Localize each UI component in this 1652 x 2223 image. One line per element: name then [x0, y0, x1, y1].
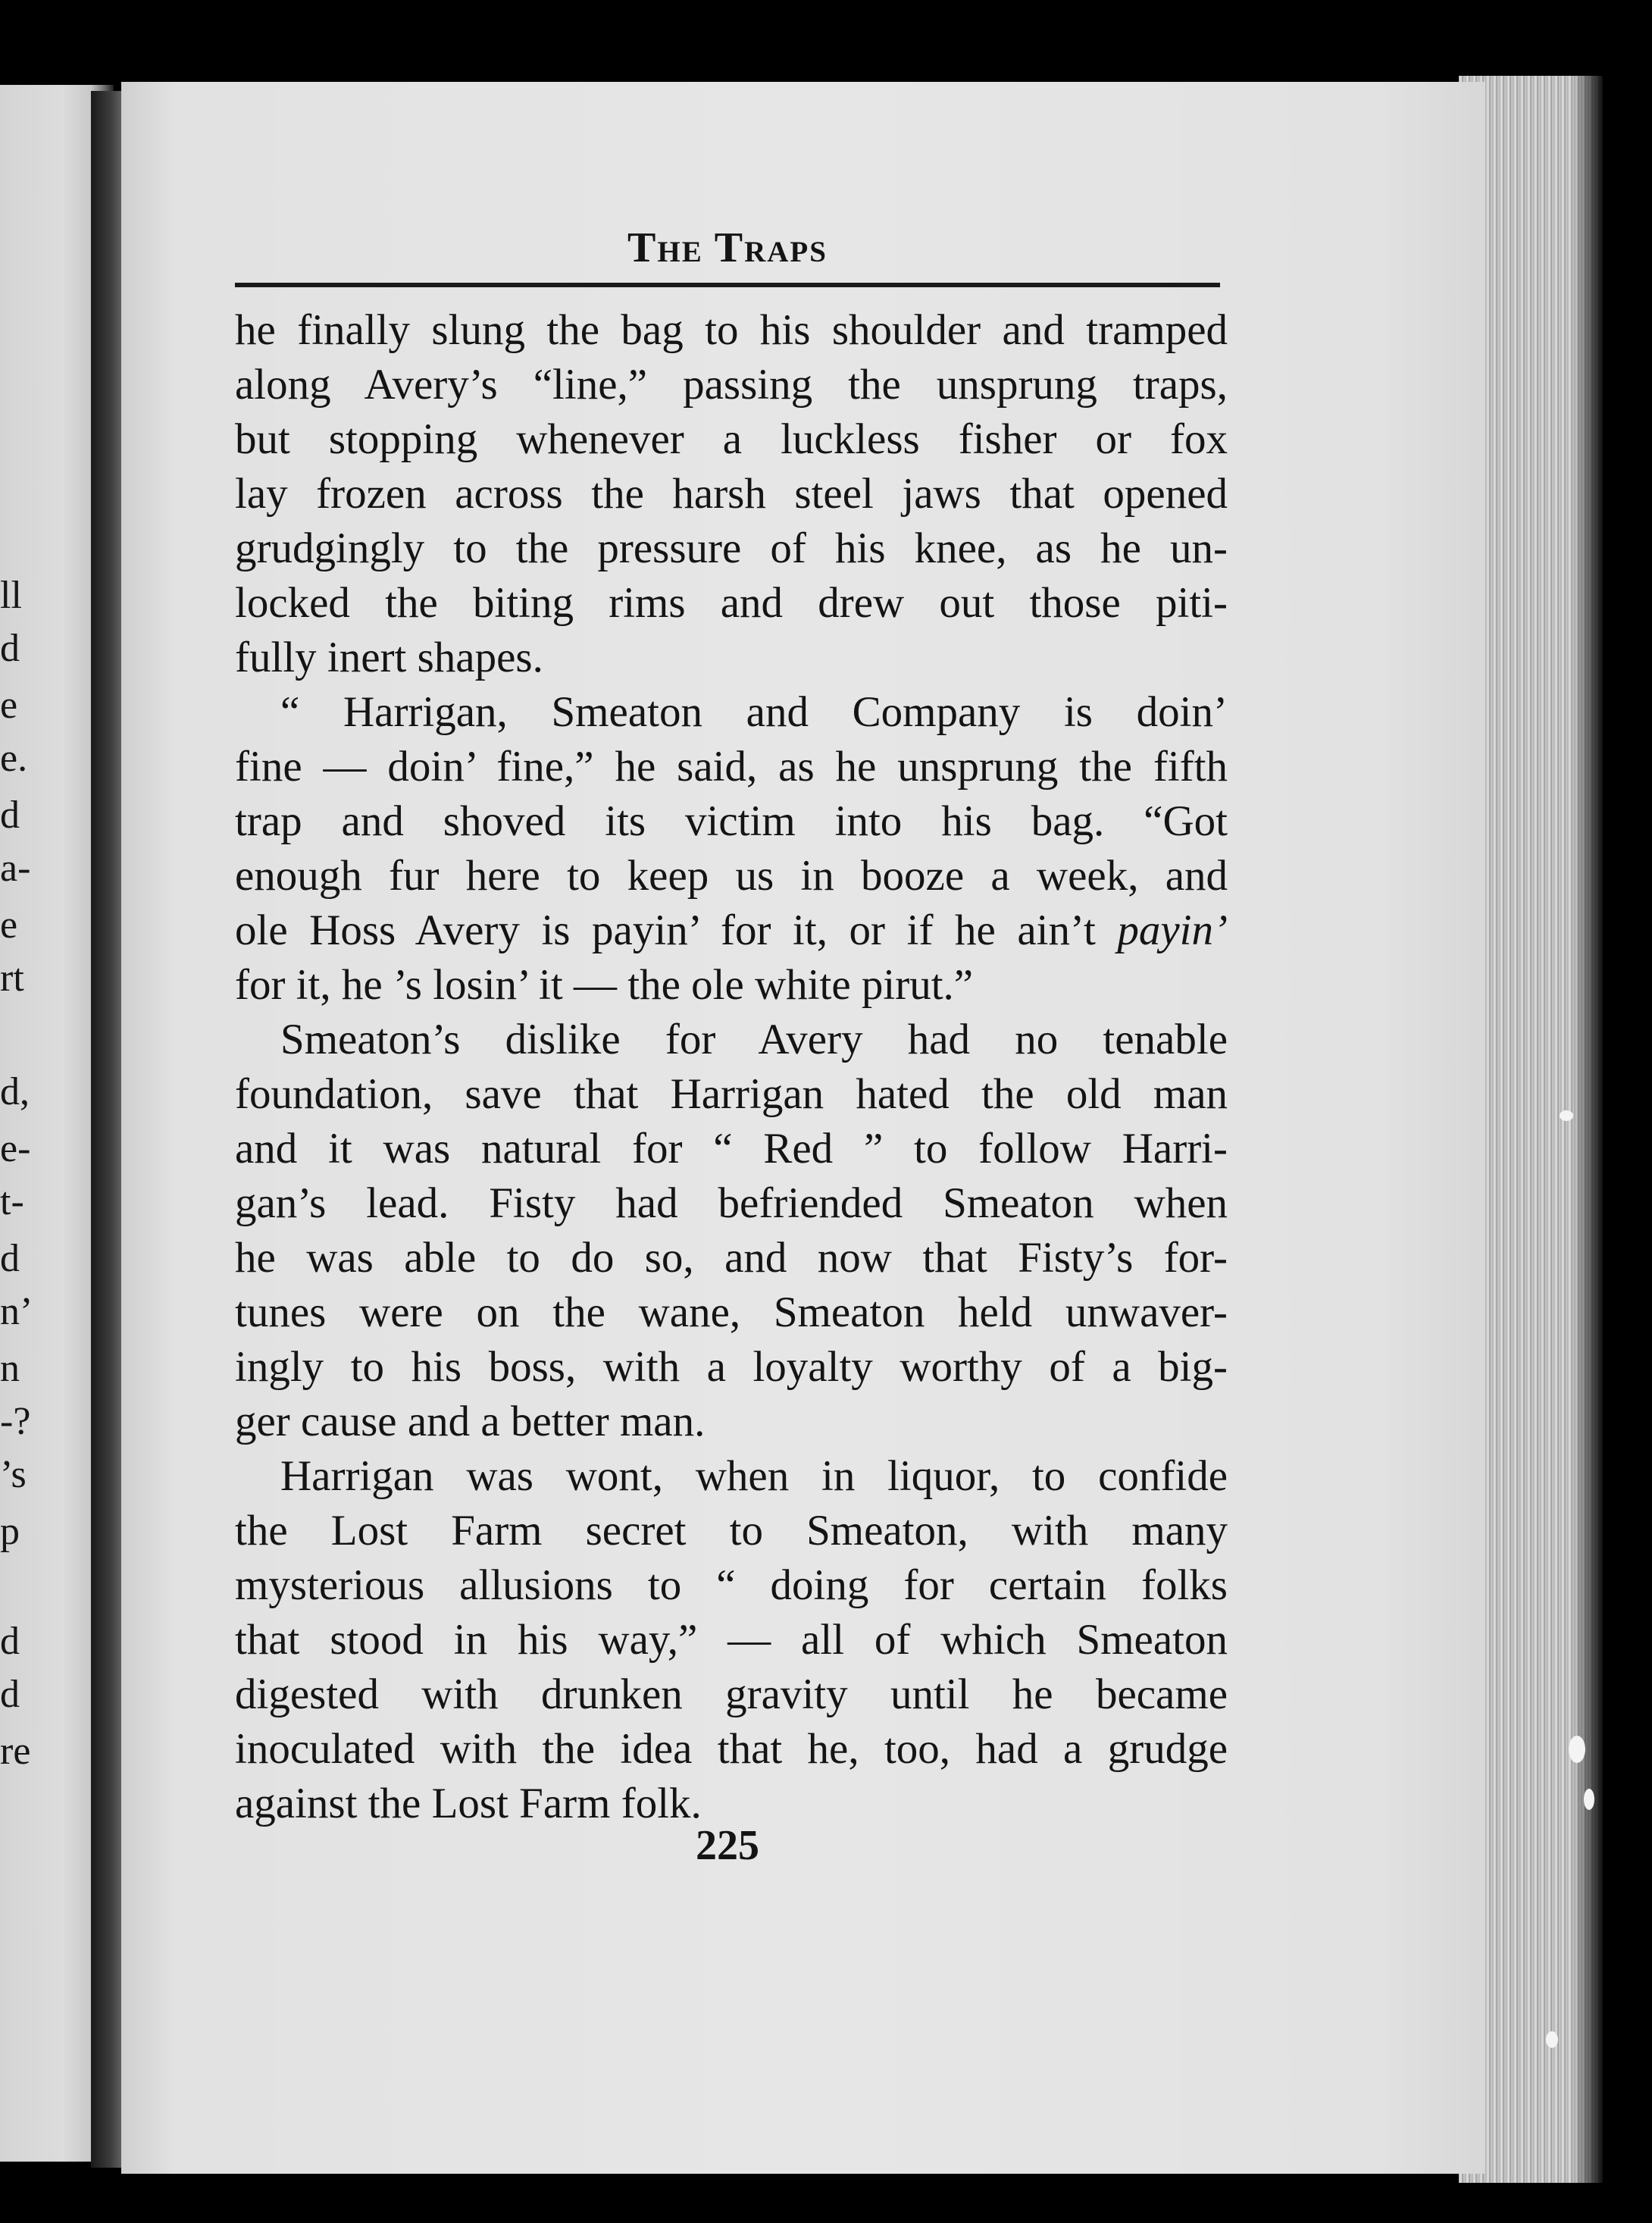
previous-page-fragment: ll [0, 574, 22, 617]
text-line [235, 740, 1228, 794]
text-line [235, 1340, 1228, 1395]
text-line-content: ger cause and a better man. [235, 1398, 706, 1445]
text-line [235, 958, 1228, 1013]
text-line [235, 358, 1228, 412]
scan-speck [1584, 1789, 1594, 1810]
text-line [235, 1231, 1228, 1285]
text-line [235, 1067, 1228, 1122]
text-line-content: ingly to his boss, with a loyalty worthy of a big- [235, 1343, 1228, 1391]
text-line-content: enough fur here to keep us in booze a week, and [235, 852, 1228, 900]
text-line-content: along Avery’s “line,” passing the unsprung traps, [235, 361, 1228, 409]
text-line-content: he was able to do so, and now that Fisty’s for- [235, 1234, 1228, 1282]
text-line-content: fully inert shapes. [235, 634, 543, 681]
previous-page-fragment: n [0, 1347, 20, 1390]
text-line-content: trap and shoved its victim into his bag. “Got [235, 797, 1228, 845]
text-line [235, 631, 1228, 685]
previous-page-fragment: a- [0, 847, 31, 890]
text-line [235, 1613, 1228, 1667]
previous-page-fragment: d [0, 1237, 20, 1280]
text-line-content: mysterious allusions to “ doing for certain folks [235, 1561, 1228, 1609]
previous-page-fragment: -? [0, 1400, 31, 1443]
text-line [235, 1285, 1228, 1340]
text-line [235, 1013, 1228, 1067]
running-head-rule [235, 283, 1220, 287]
text-line [235, 1176, 1228, 1231]
text-line-content: that stood in his way,” — all of which Smeaton [235, 1616, 1228, 1664]
text-line-content: Smeaton’s dislike for Avery had no tenable [280, 1016, 1228, 1063]
text-line [235, 303, 1228, 358]
text-line [235, 1558, 1228, 1613]
previous-page-fragment: e [0, 903, 18, 947]
previous-page-fragment: d [0, 794, 20, 837]
text-line-content: but stopping whenever a luckless fisher or fox [235, 415, 1228, 463]
previous-page-fragment: re [0, 1730, 31, 1773]
page-number: 225 [696, 1822, 759, 1869]
text-line [235, 685, 1228, 740]
running-head: The Traps [627, 224, 828, 271]
previous-page-fragment: t- [0, 1180, 24, 1223]
previous-page-text-fragments [0, 85, 45, 2162]
text-line [235, 903, 1228, 958]
previous-page-fragment: d [0, 1673, 20, 1716]
scan-speck [1569, 1736, 1585, 1763]
text-line [235, 412, 1228, 467]
text-line-content: fine — doin’ fine,” he said, as he unsprung the fifth [235, 743, 1228, 791]
text-line [235, 467, 1228, 521]
previous-page-fragment: p [0, 1510, 20, 1553]
text-line-content: grudgingly to the pressure of his knee, as he un- [235, 524, 1228, 572]
scan-speck [1546, 2031, 1558, 2048]
text-line [235, 576, 1228, 631]
text-line-content: locked the biting rims and drew out those piti- [235, 579, 1228, 627]
previous-page-fragment: e- [0, 1127, 31, 1170]
text-line-content: foundation, save that Harrigan hated the old man [235, 1070, 1228, 1118]
text-line [235, 849, 1228, 903]
text-line [235, 521, 1228, 576]
text-line-content: lay frozen across the harsh steel jaws that opened [235, 470, 1228, 518]
previous-page-fragment: d [0, 627, 20, 670]
previous-page-fragment: n’ [0, 1290, 33, 1333]
text-line-content: “ Harrigan, Smeaton and Company is doin’ [280, 688, 1228, 736]
body-text [235, 303, 1228, 1831]
text-line [235, 794, 1228, 849]
text-line-content: he finally slung the bag to his shoulder and tramped [235, 306, 1228, 354]
scan-speck [1560, 1110, 1573, 1121]
previous-page-fragment: ’s [0, 1453, 27, 1496]
text-line-content: ole Hoss Avery is payin’ for it, or if he ain’t [235, 906, 1118, 954]
text-line-content: inoculated with the idea that he, too, had a grudge [235, 1725, 1228, 1773]
text-line [235, 1122, 1228, 1176]
text-line-content: tunes were on the wane, Smeaton held unwaver- [235, 1288, 1228, 1336]
text-line-content: gan’s lead. Fisty had befriended Smeaton when [235, 1179, 1228, 1227]
previous-page-fragment: d [0, 1620, 20, 1663]
italic-word: payin’ [1117, 906, 1228, 954]
text-line-content: against the Lost Farm folk. [235, 1780, 702, 1827]
text-line-content: digested with drunken gravity until he became [235, 1670, 1228, 1718]
text-line [235, 1667, 1228, 1722]
text-line-content: Harrigan was wont, when in liquor, to confide [280, 1452, 1228, 1500]
text-line-content: for it, he ’s losin’ it — the ole white pirut.” [235, 961, 974, 1009]
text-line [235, 1504, 1228, 1558]
previous-page-fragment: d, [0, 1070, 30, 1113]
text-line [235, 1395, 1228, 1449]
previous-page-fragment: e [0, 684, 18, 727]
text-line-content: and it was natural for “ Red ” to follow Harri- [235, 1125, 1228, 1173]
previous-page-fragment: e. [0, 737, 28, 780]
previous-page-fragment: rt [0, 957, 24, 1000]
text-line-content: the Lost Farm secret to Smeaton, with many [235, 1507, 1228, 1555]
text-line [235, 1722, 1228, 1777]
text-line [235, 1449, 1228, 1504]
